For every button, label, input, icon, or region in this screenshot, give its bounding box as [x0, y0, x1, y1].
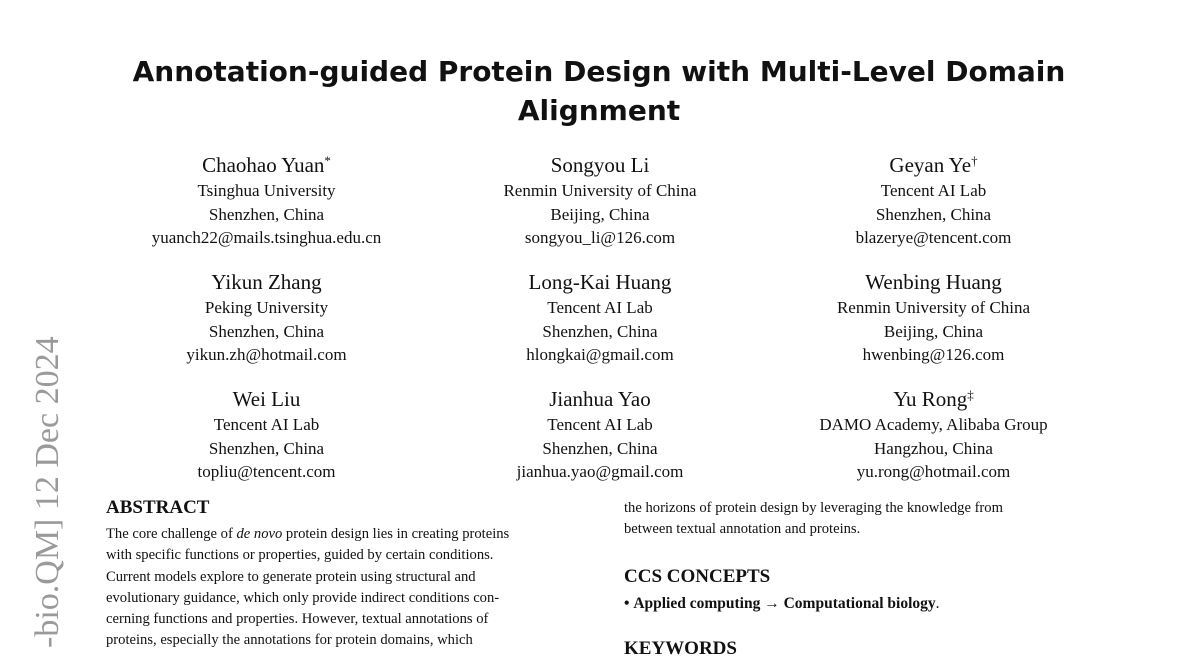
ccs-concept-sub: Computational biology — [783, 594, 936, 612]
author-affiliation: Renmin University of China — [836, 298, 1031, 317]
ccs-heading: CCS CONCEPTS — [624, 565, 771, 587]
author-name: Yikun Zhang — [211, 270, 322, 294]
author-affiliation: Tencent AI Lab — [880, 181, 987, 200]
author-name: Long-Kai Huang — [528, 270, 672, 294]
author-location: Shenzhen, China — [542, 321, 658, 341]
abstract-heading: ABSTRACT — [106, 497, 210, 518]
author-block — [100, 152, 1100, 503]
paper-title: Annotation-guided Protein Design with Multi-Level Domain Alignment — [132, 55, 1066, 127]
author-name: Geyan Ye† — [889, 153, 978, 177]
author-affiliation: Peking University — [204, 298, 329, 317]
author-card — [100, 386, 433, 503]
author-location: Shenzhen, China — [208, 438, 325, 458]
author-card — [100, 152, 433, 269]
author-affiliation: Renmin University of China — [503, 181, 697, 200]
author-card — [767, 269, 1100, 386]
abstract-text — [106, 524, 580, 652]
author-card — [434, 152, 767, 269]
author-footnote-mark: * — [324, 153, 331, 168]
author-row — [100, 152, 1100, 269]
abstract-line: cerning functions and properties. However, textual annotations of — [106, 611, 489, 628]
ccs-bullet: • — [624, 594, 630, 612]
arxiv-stamp: -bio.QM] 12 Dec 2024 — [29, 336, 66, 648]
author-name: Jianhua Yao — [549, 387, 651, 411]
author-location: Beijing, China — [883, 321, 984, 341]
abstract-continuation — [624, 498, 1098, 541]
author-name: Chaohao Yuan* — [202, 153, 331, 177]
author-card — [434, 386, 767, 503]
abstract-line: evolutionary guidance, which only provide indirect conditions con- — [106, 589, 500, 606]
author-location: Shenzhen, China — [875, 204, 992, 224]
author-name: Wenbing Huang — [865, 270, 1002, 294]
author-card — [100, 269, 433, 386]
author-email: topliu@tencent.com — [197, 462, 336, 481]
ccs-concept-main: Applied computing — [633, 594, 761, 612]
abstract-line: proteins, especially the annotations for protein domains, which — [106, 632, 473, 649]
abstract-section — [106, 494, 580, 652]
author-row — [100, 269, 1100, 386]
author-affiliation: DAMO Academy, Alibaba Group — [819, 415, 1048, 434]
abstract-line: between textual annotation and proteins. — [624, 521, 861, 538]
ccs-concept: • Applied computing → Computational biology. — [624, 594, 940, 612]
author-location: Shenzhen, China — [542, 438, 658, 458]
author-card — [767, 386, 1100, 503]
author-footnote-mark: † — [971, 153, 978, 168]
author-email: songyou_li@126.com — [524, 228, 676, 247]
author-email: hwenbing@126.com — [862, 345, 1005, 364]
author-location: Shenzhen, China — [208, 204, 325, 224]
author-email: blazerye@tencent.com — [855, 228, 1012, 247]
author-affiliation: Tencent AI Lab — [547, 298, 653, 317]
author-name: Songyou Li — [550, 153, 650, 177]
right-column — [624, 498, 1098, 663]
author-affiliation: Tencent AI Lab — [547, 415, 653, 434]
author-card — [767, 152, 1100, 269]
author-name: Wei Liu — [232, 387, 301, 411]
author-email: yu.rong@hotmail.com — [856, 462, 1011, 481]
abstract-line: The core challenge of de novo protein design lies in creating proteins — [106, 526, 510, 542]
author-name: Yu Rong‡ — [893, 387, 974, 411]
author-location: Beijing, China — [550, 204, 650, 224]
author-affiliation: Tencent AI Lab — [213, 415, 320, 434]
author-footnote-mark: ‡ — [967, 387, 974, 402]
author-email: hlongkai@gmail.com — [526, 345, 674, 364]
author-affiliation: Tsinghua University — [197, 181, 336, 200]
author-card — [434, 269, 767, 386]
author-row — [100, 386, 1100, 503]
ccs-arrow: → — [764, 594, 780, 612]
author-email: yuanch22@mails.tsinghua.edu.cn — [151, 228, 382, 247]
abstract-line: with specific functions or properties, guided by certain conditions. — [106, 547, 494, 564]
keywords-heading: KEYWORDS — [624, 637, 737, 659]
author-email: jianhua.yao@gmail.com — [516, 462, 684, 481]
abstract-line: Current models explore to generate protein using structural and — [106, 568, 476, 585]
author-email: yikun.zh@hotmail.com — [186, 345, 347, 364]
author-location: Shenzhen, China — [208, 321, 325, 341]
abstract-line: the horizons of protein design by leveraging the knowledge from — [624, 500, 1003, 516]
author-location: Hangzhou, China — [874, 438, 993, 458]
